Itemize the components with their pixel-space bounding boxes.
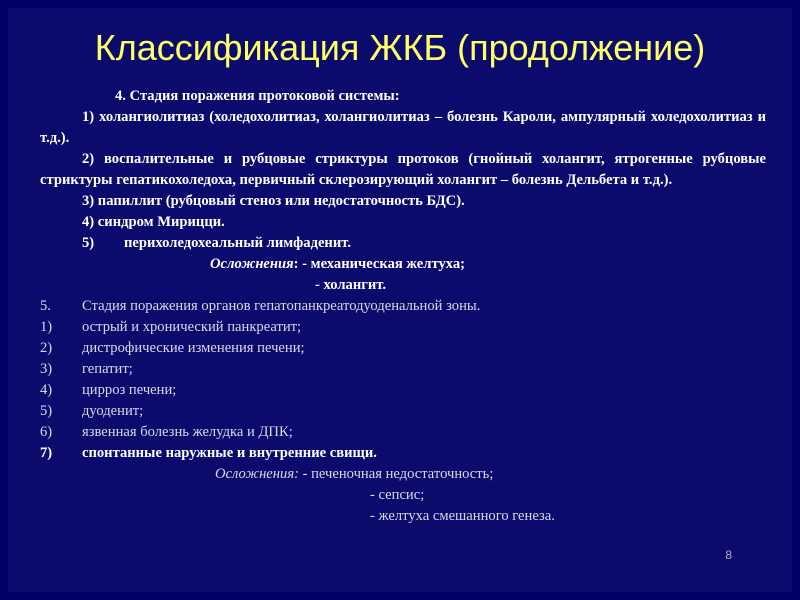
section5-item-1 (40, 317, 766, 338)
section5-heading-num: 5. (40, 298, 51, 314)
section5-item-7-text: спонтанные наружные и внутренние свищи. (82, 445, 377, 461)
section5-item-4 (40, 380, 766, 401)
page-number: 8 (725, 548, 732, 562)
section5-item-4-num: 4) (40, 382, 53, 398)
section5-item-3-text: гепатит; (82, 361, 133, 377)
section5-item-5 (40, 401, 766, 422)
section5-complications (40, 464, 766, 485)
section5-item-7 (40, 443, 766, 464)
section4-complications-first: : - механическая желтуха; (293, 256, 465, 272)
section5-item-1-text: острый и хронический панкреатит; (82, 319, 302, 335)
section4-item-5-text: перихоледохеальный лимфаденит. (124, 235, 351, 251)
section4-item-3: 3) папиллит (рубцовый стеноз или недостаточность БДС). (82, 193, 465, 209)
section4-item-1: 1) холангиолитиаз (холедохолитиаз, холангиолитиаз – болезнь Кароли, ампулярный холедохолитиаз и т.д.). (40, 109, 766, 146)
section5-heading-text: Стадия поражения органов гепатопанкреатодуоденальной зоны. (82, 298, 481, 314)
section5-item-6-text: язвенная болезнь желудка и ДПК; (82, 424, 293, 440)
section4-complications-second: - холангит. (315, 277, 387, 293)
slide-title: Классификация ЖКБ (продолжение) (94, 27, 706, 68)
section4-item-2: 2) воспалительные и рубцовые стриктуры протоков (гнойный холангит, ятрогенные рубцовые стриктуры гепатикохоледоха, первичный склерозирующий холангит – болезнь Дельбета и т.д.). (40, 151, 766, 188)
section5-item-4-text: цирроз печени; (82, 382, 177, 398)
section4-heading: 4. Стадия поражения протоковой системы: (115, 88, 400, 104)
section4-complications (40, 254, 766, 275)
section5-item-2-text: дистрофические изменения печени; (82, 340, 305, 356)
section5-item-1-num: 1) (40, 319, 53, 335)
section5-item-2 (40, 338, 766, 359)
section5-heading (40, 296, 766, 317)
slide-content (40, 86, 766, 527)
section5-item-2-num: 2) (40, 340, 53, 356)
section5-item-3 (40, 359, 766, 380)
section4-complications-label: Осложнения (210, 256, 294, 272)
section4-item-4: 4) синдром Мирицци. (82, 214, 225, 230)
section5-complications-first: - печеночная недостаточность; (298, 466, 494, 482)
section4-item-5 (40, 233, 766, 254)
section5-item-7-num: 7) (40, 445, 53, 461)
section5-complications-third: - желтуха смешанного генеза. (370, 508, 555, 524)
section5-item-5-text: дуоденит; (82, 403, 144, 419)
section5-item-5-num: 5) (40, 403, 53, 419)
section5-item-6-num: 6) (40, 424, 53, 440)
section5-complications-label: Осложнения: (215, 466, 299, 482)
section4-item-5-num: 5) (82, 235, 95, 251)
section5-item-3-num: 3) (40, 361, 53, 377)
section5-complications-second: - сепсис; (370, 487, 425, 503)
section5-item-6 (40, 422, 766, 443)
